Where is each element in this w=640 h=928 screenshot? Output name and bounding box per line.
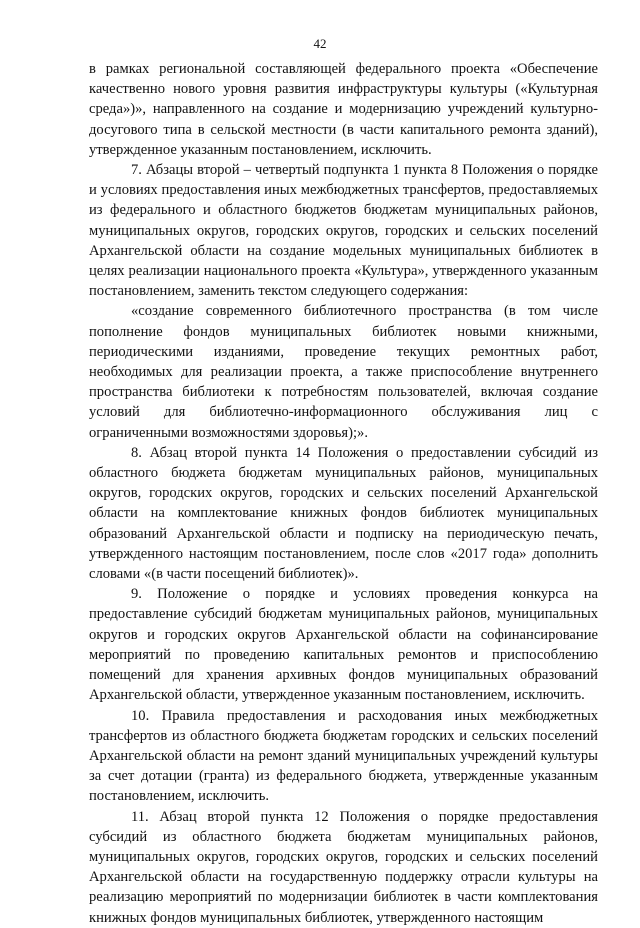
page-number: 42 — [313, 36, 327, 51]
paragraph-quoted-text: «создание современного библиотечного пространства (в том числе пополнение фондов муниципальных библиотек новыми книжными, периодическими изданиями, проведение текущих ремонтных работ, необходимых для реализации проекта, а также приспособление внутреннего пространства библиотеки к потребностям пользователей, включая создание условий для библиотечно-информационного обслуживания лиц с ограниченными возможностями здоровья);». — [89, 303, 598, 441]
paragraph-item-7: 7. Абзацы второй – четвертый подпункта 1 пункта 8 Положения о порядке и условиях предоставления иных межбюджетных трансфертов, предоставляемых из федерального и областного бюджетов бюджетам муниципальных районов, муниципальных округов, городских округов, городских и сельских поселений Архангельской области на создание модельных муниципальных библиотек в целях реализации национального проекта «Культура», утвержденного указанным постановлением, заменить текстом следующего содержания: — [89, 162, 598, 300]
paragraph-continuation: в рамках региональной составляющей федерального проекта «Обеспечение качественно нового уровня развития инфраструктуры культуры («Культурная среда»)», направленного на создание и модернизацию учреждений культурно-досугового типа в сельской местности (в части капитального ремонта зданий), утвержденное указанным постановлением, исключить. — [89, 61, 598, 158]
document-body — [89, 59, 598, 928]
paragraph-item-10: 10. Правила предоставления и расходования иных межбюджетных трансфертов из областного бюджета бюджетам городских и сельских поселений Архангельской области на ремонт зданий муниципальных учреждений культуры за счет дотации (гранта) из федерального бюджета, утвержденные указанным постановлением, исключить. — [89, 707, 598, 805]
paragraph-item-11: 11. Абзац второй пункта 12 Положения о порядке предоставления субсидий из областного бюджета бюджетам муниципальных районов, муниципальных округов, городских округов, городских и сельских поселений Архангельской области на государственную поддержку отрасли культуры на реализацию мероприятий по модернизации библиотек в части комплектования книжных фондов муниципальных библиотек, утвержденного настоящим — [89, 808, 598, 926]
paragraph-item-8: 8. Абзац второй пункта 14 Положения о предоставлении субсидий из областного бюджета бюджетам муниципальных районов, муниципальных округов, городских округов, городских и сельских поселений Архангельской области на комплектование книжных фондов библиотек муниципальных образований Архангельской области и подписку на периодическую печать, утвержденного настоящим постановлением, после слов «2017 года» дополнить словами «(в части посещений библиотек)». — [89, 444, 598, 583]
paragraph-item-9: 9. Положение о порядке и условиях проведения конкурса на предоставление субсидий бюджетам муниципальных районов, муниципальных округов и городских округов Архангельской области на софинансирование мероприятий по проведению капитальных ремонтов и приспособлению помещений для хранения архивных фондов муниципальных образований Архангельской области, утвержденное указанным постановлением, исключить. — [89, 586, 598, 704]
